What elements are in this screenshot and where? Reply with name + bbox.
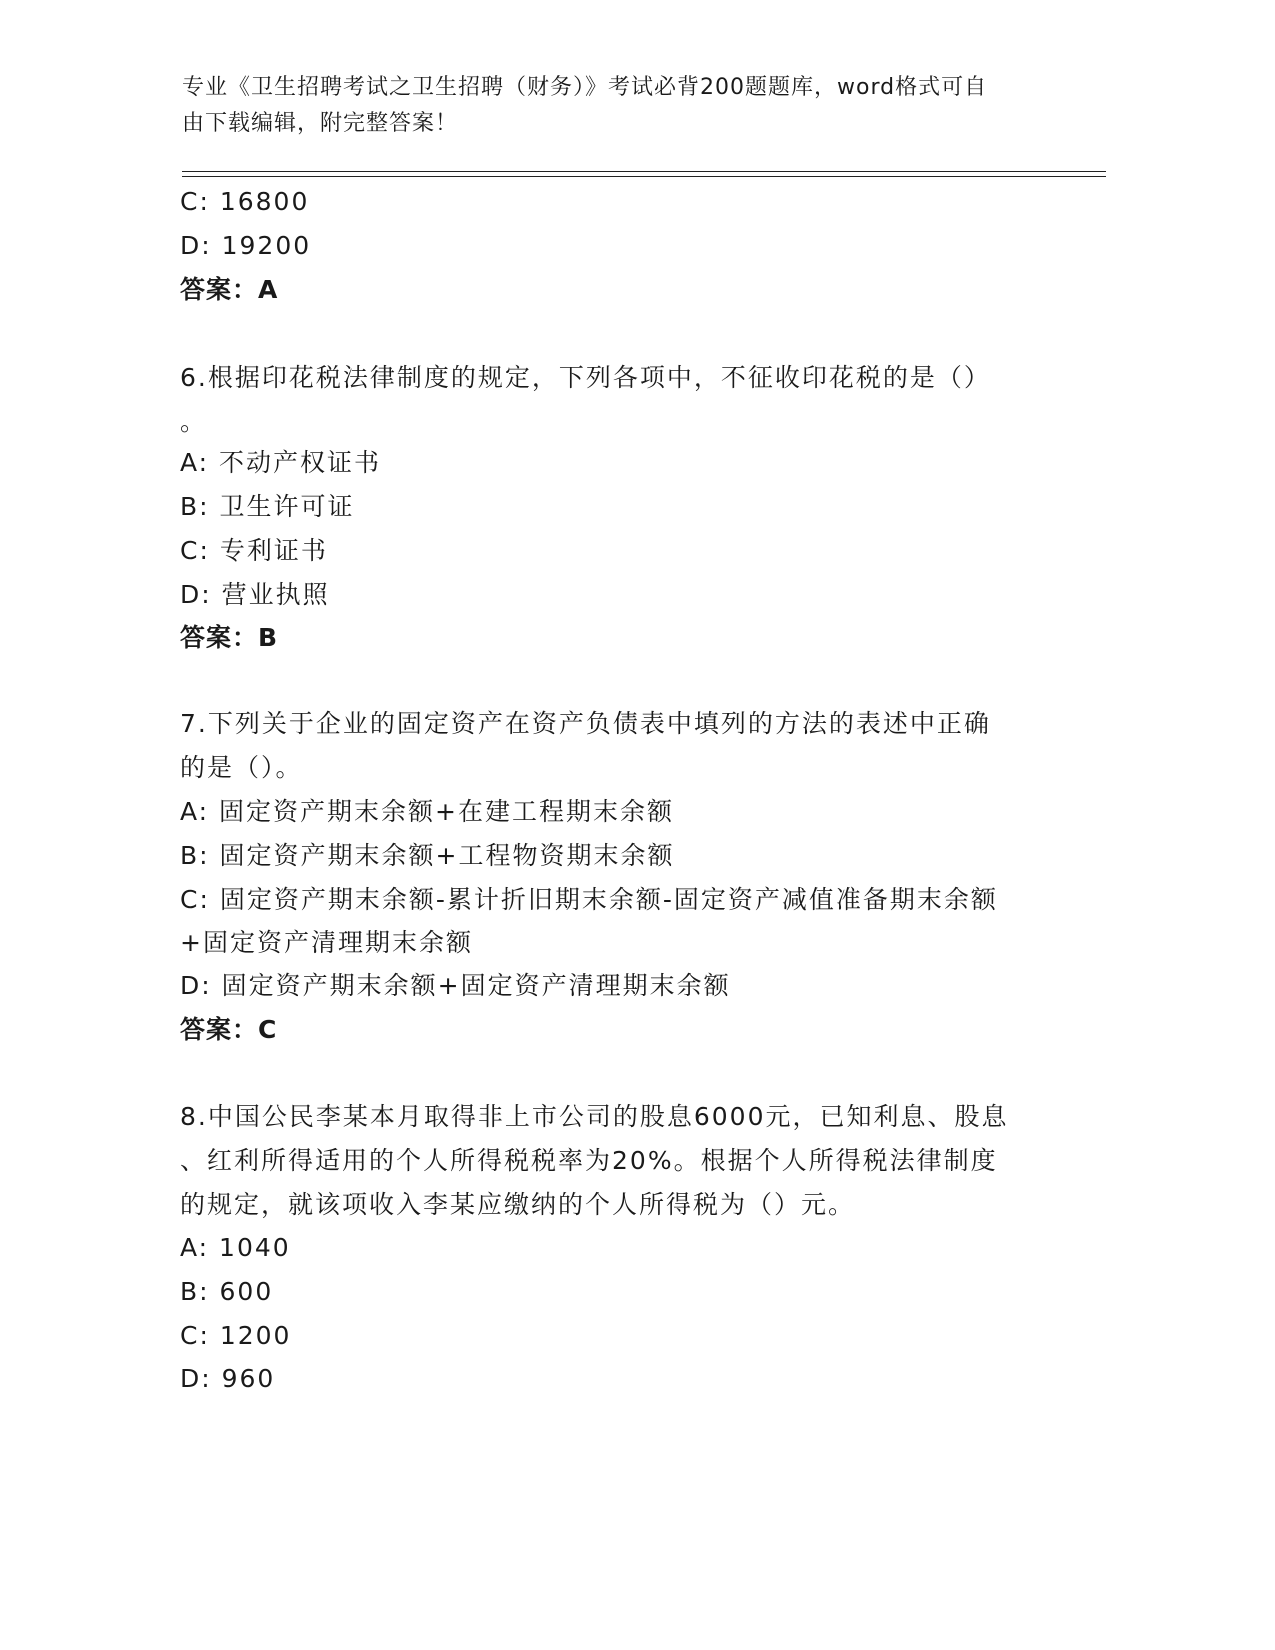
q8-option-b: B: 600 — [180, 1277, 274, 1306]
header-divider-top — [182, 171, 1106, 172]
q7-option-c-line-1: C: 固定资产期末余额-累计折旧期末余额-固定资产减值准备期末余额 — [180, 885, 998, 914]
q8-option-a: A: 1040 — [180, 1233, 291, 1262]
q8-stem-line-2: 、红利所得适用的个人所得税税率为20%。根据个人所得税法律制度 — [180, 1146, 998, 1175]
q6-stem-line-2: 。 — [180, 407, 208, 436]
q8-option-d: D: 960 — [180, 1364, 276, 1393]
header-line-2: 由下载编辑，附完整答案！ — [182, 111, 459, 136]
q6-option-a: A: 不动产权证书 — [180, 448, 382, 477]
q6-answer: 答案：B — [180, 623, 279, 652]
q8-option-c: C: 1200 — [180, 1321, 292, 1350]
q8-stem-line-1: 8.中国公民李某本月取得非上市公司的股息6000元，已知利息、股息 — [180, 1102, 1009, 1131]
q6-option-c: C: 专利证书 — [180, 536, 328, 565]
q5-option-d: D: 19200 — [180, 231, 312, 260]
q8-stem-line-3: 的规定，就该项收入李某应缴纳的个人所得税为（）元。 — [180, 1190, 856, 1219]
document-header — [182, 70, 1062, 142]
q6-option-b: B: 卫生许可证 — [180, 492, 355, 521]
q7-option-d: D: 固定资产期末余额+固定资产清理期末余额 — [180, 971, 731, 1000]
q6-stem-line-1: 6.根据印花税法律制度的规定，下列各项中，不征收印花税的是（） — [180, 363, 991, 392]
header-line-1: 专业《卫生招聘考试之卫生招聘（财务）》考试必背200题题库，word格式可自 — [182, 75, 988, 100]
q7-option-b: B: 固定资产期末余额+工程物资期末余额 — [180, 841, 675, 870]
q7-stem-line-1: 7.下列关于企业的固定资产在资产负债表中填列的方法的表述中正确 — [180, 709, 991, 738]
q7-option-c-line-2: +固定资产清理期末余额 — [180, 928, 473, 957]
q7-stem-line-2: 的是（）。 — [180, 753, 303, 782]
q6-option-d: D: 营业执照 — [180, 580, 330, 609]
q7-answer: 答案：C — [180, 1015, 278, 1044]
header-divider-bottom — [182, 176, 1106, 177]
q5-answer: 答案：A — [180, 275, 279, 304]
q7-option-a: A: 固定资产期末余额+在建工程期末余额 — [180, 797, 674, 826]
q5-option-c: C: 16800 — [180, 187, 310, 216]
